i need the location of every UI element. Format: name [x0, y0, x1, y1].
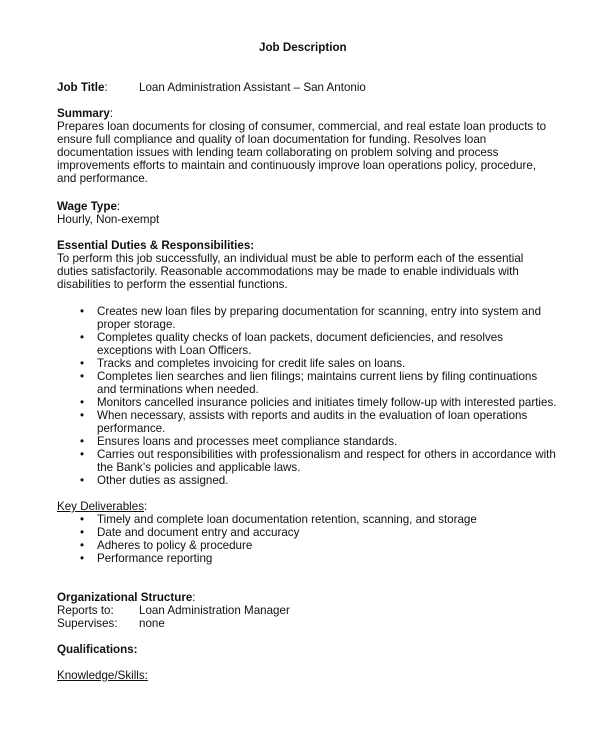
- deliverables-heading-row: [57, 500, 147, 513]
- bullet-icon: •: [79, 331, 85, 344]
- duties-intro-line: duties satisfactorily. Reasonable accommodations may be made to enable individuals with: [57, 265, 519, 278]
- reports-to-value: Loan Administration Manager: [139, 604, 290, 617]
- bullet-icon: •: [79, 396, 85, 409]
- duties-heading: Essential Duties & Responsibilities:: [57, 239, 255, 252]
- summary-heading-row: [57, 107, 113, 120]
- duty-item-line: and terminations when needed.: [97, 383, 259, 396]
- deliverable-item: Performance reporting: [97, 552, 213, 565]
- wage-heading: Wage Type: [57, 200, 117, 213]
- wage-heading-row: [57, 200, 120, 213]
- duties-intro-line: disabilities to perform the essential functions.: [57, 278, 288, 291]
- deliverables-heading: Key Deliverables: [57, 500, 144, 513]
- reports-to-label: Reports to:: [57, 604, 114, 617]
- job-title-label: Job Title: [57, 81, 105, 94]
- deliverable-item: Timely and complete loan documentation retention, scanning, and storage: [97, 513, 477, 526]
- supervises-label: Supervises:: [57, 617, 118, 630]
- duty-item-line: Other duties as assigned.: [97, 474, 229, 487]
- bullet-icon: •: [79, 513, 85, 526]
- bullet-icon: •: [79, 357, 85, 370]
- bullet-icon: •: [79, 526, 85, 539]
- summary-line: improvements efforts to maintain and continuously improve loan operations policy, procedure,: [57, 159, 537, 172]
- duty-item-line: Creates new loan files by preparing documentation for scanning, entry into system and: [97, 305, 542, 318]
- deliverable-item: Date and document entry and accuracy: [97, 526, 300, 539]
- bullet-icon: •: [79, 552, 85, 565]
- duty-item-line: Carries out responsibilities with professionalism and respect for others in accordance with: [97, 448, 556, 461]
- deliverables-colon: :: [144, 500, 148, 513]
- duty-item-line: performance.: [97, 422, 166, 435]
- job-title-value: Loan Administration Assistant – San Antonio: [139, 81, 366, 94]
- summary-line: and performance.: [57, 172, 148, 185]
- duty-item-line: Tracks and completes invoicing for credit life sales on loans.: [97, 357, 406, 370]
- bullet-icon: •: [79, 370, 85, 383]
- duty-item-line: the Bank’s policies and applicable laws.: [97, 461, 301, 474]
- wage-value: Hourly, Non-exempt: [57, 213, 160, 226]
- bullet-icon: •: [79, 435, 85, 448]
- wage-colon: :: [116, 200, 121, 213]
- duty-item-line: Monitors cancelled insurance policies and initiates timely follow-up with interested parties.: [97, 396, 557, 409]
- qualifications-heading: Qualifications:: [57, 643, 138, 656]
- duty-item-line: When necessary, assists with reports and audits in the evaluation of loan operations: [97, 409, 528, 422]
- duty-item-line: Ensures loans and processes meet compliance standards.: [97, 435, 398, 448]
- bullet-icon: •: [79, 409, 85, 422]
- summary-line: Prepares loan documents for closing of consumer, commercial, and real estate loan products to: [57, 120, 547, 133]
- summary-line: documentation issues with lending team collaborating on problem solving and process: [57, 146, 499, 159]
- duties-intro-line: To perform this job successfully, an individual must be able to perform each of the essential: [57, 252, 524, 265]
- deliverable-item: Adheres to policy & procedure: [97, 539, 253, 552]
- org-heading-row: [57, 591, 196, 604]
- summary-line: ensure full compliance and quality of loan documentation for funding. Resolves loan: [57, 133, 487, 146]
- knowledge-skills-heading: Knowledge/Skills:: [57, 669, 148, 682]
- duty-item-line: Completes quality checks of loan packets, document deficiencies, and resolves: [97, 331, 503, 344]
- duty-item-line: proper storage.: [97, 318, 176, 331]
- summary-heading: Summary: [57, 107, 110, 120]
- bullet-icon: •: [79, 448, 85, 461]
- job-title-colon: :: [104, 81, 108, 94]
- org-colon: :: [192, 591, 196, 604]
- supervises-value: none: [139, 617, 165, 630]
- bullet-icon: •: [79, 474, 85, 487]
- bullet-icon: •: [79, 539, 85, 552]
- org-heading: Organizational Structure: [57, 591, 193, 604]
- duty-item-line: exceptions with Loan Officers.: [97, 344, 252, 357]
- job-title-row: [57, 81, 108, 94]
- summary-colon: :: [109, 107, 114, 120]
- duty-item-line: Completes lien searches and lien filings; maintains current liens by filing continuations: [97, 370, 538, 383]
- document-title: Job Description: [259, 41, 347, 54]
- bullet-icon: •: [79, 305, 85, 318]
